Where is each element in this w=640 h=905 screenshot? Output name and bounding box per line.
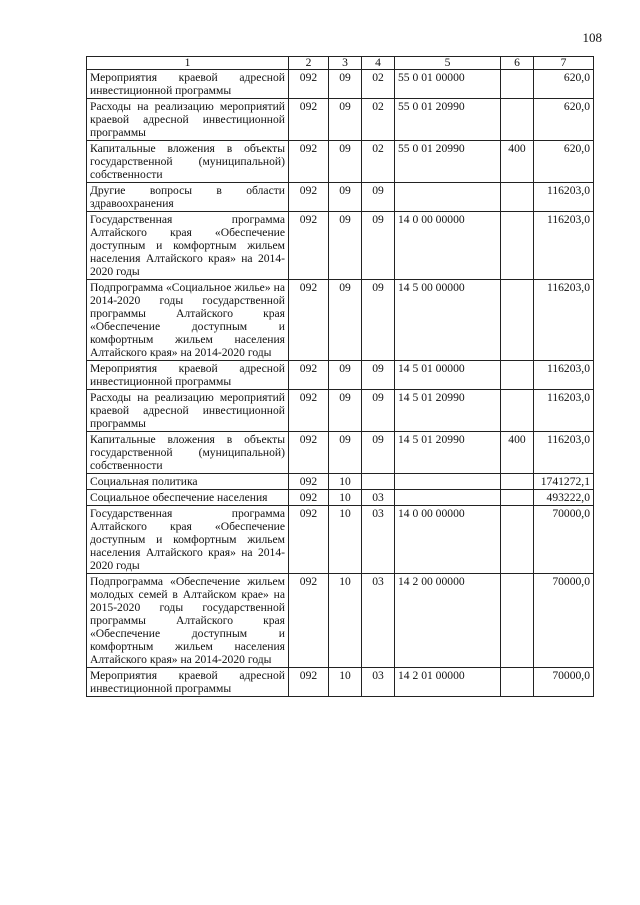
cell-name: Капитальные вложения в объекты государственной (муниципальной) собственности [87, 432, 289, 474]
cell-csr: 55 0 01 20990 [395, 99, 501, 141]
header-col-5: 5 [395, 57, 501, 70]
cell-name: Другие вопросы в области здравоохранения [87, 183, 289, 212]
cell-csr: 14 0 00 00000 [395, 212, 501, 280]
cell-csr: 14 5 01 20990 [395, 390, 501, 432]
header-col-2: 2 [289, 57, 329, 70]
table-row [87, 506, 594, 574]
table-row [87, 432, 594, 474]
table-body [87, 70, 594, 697]
cell-rz: 10 [329, 490, 362, 506]
cell-rz: 10 [329, 668, 362, 697]
cell-pr: 09 [362, 212, 395, 280]
cell-ved: 092 [289, 668, 329, 697]
cell-sum: 620,0 [534, 141, 594, 183]
cell-vr [501, 668, 534, 697]
cell-csr: 14 0 00 00000 [395, 506, 501, 574]
cell-ved: 092 [289, 506, 329, 574]
cell-sum: 116203,0 [534, 280, 594, 361]
cell-vr [501, 390, 534, 432]
table-row [87, 70, 594, 99]
cell-rz: 09 [329, 70, 362, 99]
cell-vr: 400 [501, 141, 534, 183]
budget-table [86, 56, 594, 697]
cell-rz: 10 [329, 474, 362, 490]
cell-vr [501, 70, 534, 99]
cell-pr: 02 [362, 99, 395, 141]
cell-name: Социальное обеспечение населения [87, 490, 289, 506]
cell-rz: 09 [329, 280, 362, 361]
cell-ved: 092 [289, 212, 329, 280]
cell-ved: 092 [289, 183, 329, 212]
table-row [87, 574, 594, 668]
cell-csr: 14 5 00 00000 [395, 280, 501, 361]
cell-ved: 092 [289, 99, 329, 141]
cell-vr [501, 506, 534, 574]
cell-vr [501, 183, 534, 212]
cell-csr: 55 0 01 00000 [395, 70, 501, 99]
cell-csr: 14 5 01 00000 [395, 361, 501, 390]
cell-name: Капитальные вложения в объекты государственной (муниципальной) собственности [87, 141, 289, 183]
cell-sum: 70000,0 [534, 506, 594, 574]
cell-pr: 09 [362, 280, 395, 361]
table-row [87, 474, 594, 490]
cell-csr: 14 5 01 20990 [395, 432, 501, 474]
cell-pr: 09 [362, 183, 395, 212]
table-row [87, 212, 594, 280]
cell-sum: 70000,0 [534, 668, 594, 697]
header-col-4: 4 [362, 57, 395, 70]
cell-ved: 092 [289, 432, 329, 474]
cell-rz: 09 [329, 390, 362, 432]
cell-pr: 03 [362, 668, 395, 697]
cell-pr [362, 474, 395, 490]
cell-sum: 116203,0 [534, 390, 594, 432]
header-col-6: 6 [501, 57, 534, 70]
cell-name: Мероприятия краевой адресной инвестиционной программы [87, 70, 289, 99]
cell-vr [501, 574, 534, 668]
cell-pr: 03 [362, 506, 395, 574]
cell-ved: 092 [289, 390, 329, 432]
cell-vr: 400 [501, 432, 534, 474]
cell-name: Государственная программа Алтайского края «Обеспечение доступным и комфортным жильем населения Алтайского края» на 2014-2020 годы [87, 212, 289, 280]
cell-vr [501, 212, 534, 280]
cell-name: Государственная программа Алтайского края «Обеспечение доступным и комфортным жильем населения Алтайского края» на 2014-2020 годы [87, 506, 289, 574]
cell-name: Расходы на реализацию мероприятий краевой адресной инвестиционной программы [87, 390, 289, 432]
cell-csr [395, 474, 501, 490]
cell-vr [501, 361, 534, 390]
cell-vr [501, 474, 534, 490]
table-row [87, 668, 594, 697]
header-col-3: 3 [329, 57, 362, 70]
table-row [87, 141, 594, 183]
cell-name: Подпрограмма «Обеспечение жильем молодых семей в Алтайском крае» на 2015-2020 годы государственной программы Алтайского края «Обеспечение доступным и комфортным жильем населения Алтайского края» на 2014-2020 годы [87, 574, 289, 668]
header-col-1: 1 [87, 57, 289, 70]
cell-name: Мероприятия краевой адресной инвестиционной программы [87, 361, 289, 390]
cell-rz: 09 [329, 432, 362, 474]
cell-csr: 14 2 00 00000 [395, 574, 501, 668]
cell-rz: 09 [329, 141, 362, 183]
cell-ved: 092 [289, 490, 329, 506]
cell-sum: 116203,0 [534, 183, 594, 212]
cell-pr: 02 [362, 70, 395, 99]
header-col-7: 7 [534, 57, 594, 70]
table-row [87, 183, 594, 212]
cell-csr: 14 2 01 00000 [395, 668, 501, 697]
cell-ved: 092 [289, 280, 329, 361]
cell-ved: 092 [289, 70, 329, 99]
cell-pr: 03 [362, 490, 395, 506]
cell-sum: 620,0 [534, 99, 594, 141]
cell-rz: 10 [329, 574, 362, 668]
cell-sum: 493222,0 [534, 490, 594, 506]
cell-ved: 092 [289, 474, 329, 490]
cell-ved: 092 [289, 361, 329, 390]
cell-pr: 03 [362, 574, 395, 668]
cell-pr: 09 [362, 361, 395, 390]
cell-vr [501, 490, 534, 506]
cell-vr [501, 280, 534, 361]
table-row [87, 361, 594, 390]
cell-rz: 09 [329, 361, 362, 390]
cell-rz: 09 [329, 183, 362, 212]
cell-name: Расходы на реализацию мероприятий краевой адресной инвестиционной программы [87, 99, 289, 141]
cell-rz: 10 [329, 506, 362, 574]
cell-sum: 70000,0 [534, 574, 594, 668]
cell-sum: 620,0 [534, 70, 594, 99]
header-row [87, 57, 594, 70]
cell-sum: 116203,0 [534, 432, 594, 474]
cell-sum: 116203,0 [534, 361, 594, 390]
cell-csr: 55 0 01 20990 [395, 141, 501, 183]
cell-csr [395, 490, 501, 506]
cell-csr [395, 183, 501, 212]
cell-name: Подпрограмма «Социальное жилье» на 2014-2020 годы государственной программы Алтайского края «Обеспечение доступным и комфортным жильем населения Алтайского края» на 2014-2020 годы [87, 280, 289, 361]
cell-name: Социальная политика [87, 474, 289, 490]
cell-sum: 116203,0 [534, 212, 594, 280]
cell-pr: 02 [362, 141, 395, 183]
cell-ved: 092 [289, 141, 329, 183]
table-row [87, 280, 594, 361]
table-row [87, 99, 594, 141]
cell-rz: 09 [329, 99, 362, 141]
cell-vr [501, 99, 534, 141]
cell-pr: 09 [362, 432, 395, 474]
table-row [87, 490, 594, 506]
cell-name: Мероприятия краевой адресной инвестиционной программы [87, 668, 289, 697]
cell-pr: 09 [362, 390, 395, 432]
table-row [87, 390, 594, 432]
cell-ved: 092 [289, 574, 329, 668]
page-number: 108 [582, 30, 602, 45]
cell-sum: 1741272,1 [534, 474, 594, 490]
cell-rz: 09 [329, 212, 362, 280]
